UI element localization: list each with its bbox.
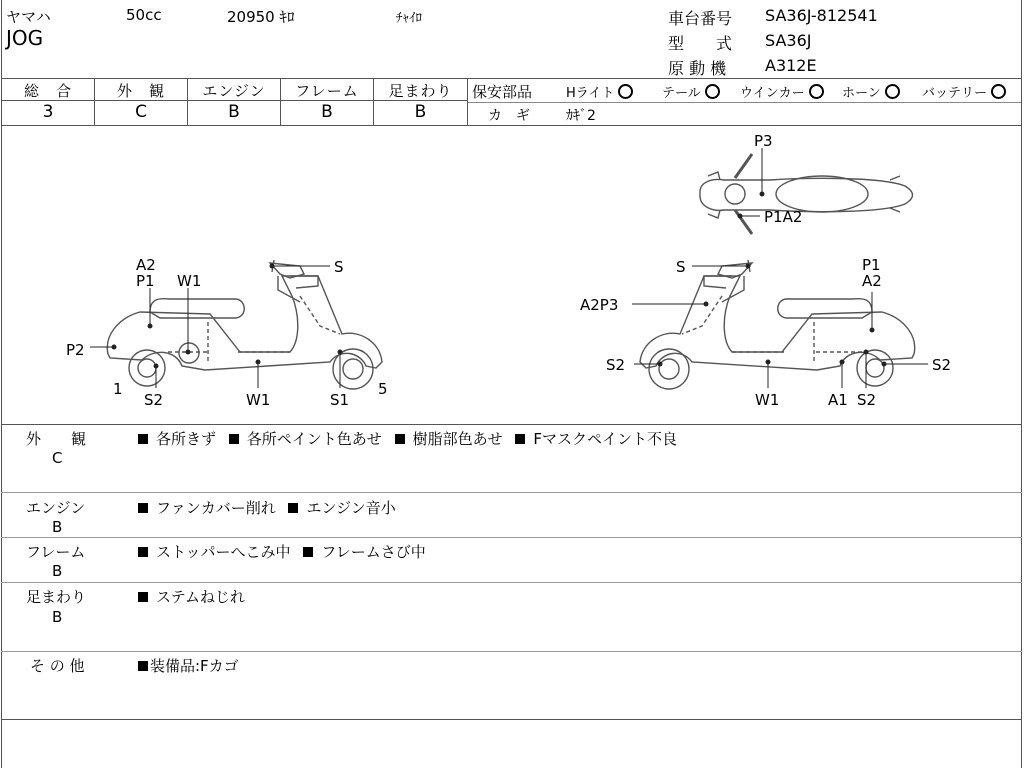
maker: ヤマハ xyxy=(6,8,51,26)
frame-no: SA36J-812541 xyxy=(765,6,878,25)
score-header-total: 総 合 xyxy=(23,82,72,100)
diagram-label: S2 xyxy=(606,356,626,374)
safety-item-horn: ホーン xyxy=(842,82,900,101)
ok-circle-icon xyxy=(618,84,633,99)
remark-divider-3 xyxy=(1,582,1022,583)
score-exterior: C xyxy=(135,102,147,122)
remark-items-engine: ファンカバー削れ エンジン音小 xyxy=(138,497,396,518)
diagram-label: 1 xyxy=(113,380,123,398)
bullet-icon xyxy=(395,434,405,444)
bullet-icon xyxy=(229,434,239,444)
remark-label-frame: フレーム xyxy=(26,543,86,561)
scooter-top-view xyxy=(700,154,913,234)
key-value: ｶｷﾞ2 xyxy=(566,108,596,124)
diagram-label: A2P3 xyxy=(580,296,619,314)
diagram-label: S2 xyxy=(932,356,952,374)
bullet-icon xyxy=(138,434,148,444)
remark-grade-engine: B xyxy=(52,518,63,536)
bullet-icon xyxy=(303,547,313,557)
mileage: 20950 ｷﾛ xyxy=(227,8,295,26)
diagram-label: A2 xyxy=(862,272,882,290)
score-header-exterior: 外 観 xyxy=(116,82,165,100)
remark-items-exterior: 各所きず 各所ペイント色あせ 樹脂部色あせ Fマスクペイント不良 xyxy=(138,428,677,449)
diagram-label: S xyxy=(676,258,686,276)
remark-label-exterior: 外 観 xyxy=(26,430,87,448)
safety-item-tail: テール xyxy=(662,82,720,101)
type-label: 型 式 xyxy=(668,34,733,53)
col-line xyxy=(467,78,468,125)
diagram-label: P1 xyxy=(862,256,881,274)
score-header-suspension: 足まわり xyxy=(388,82,453,100)
diagram-label: S2 xyxy=(144,391,164,409)
remark-label-engine: エンジン xyxy=(26,499,86,517)
score-suspension: B xyxy=(414,102,427,122)
diagram-label: W1 xyxy=(246,391,271,409)
model-name: JOG xyxy=(6,26,44,50)
engine-value: A312E xyxy=(765,56,817,75)
bullet-icon xyxy=(515,434,525,444)
ok-circle-icon xyxy=(705,84,720,99)
ok-circle-icon xyxy=(809,84,824,99)
diagram-label: A1 xyxy=(828,391,848,409)
ok-circle-icon xyxy=(885,84,900,99)
remark-divider-4 xyxy=(1,651,1022,652)
diagram-label: A2 xyxy=(136,256,156,274)
safety-item-winker: ウインカー xyxy=(740,82,824,101)
header-divider xyxy=(1,78,1022,79)
diagram-label: S xyxy=(334,258,344,276)
frame-no-label: 車台番号 xyxy=(668,9,733,28)
safety-row-divider xyxy=(467,102,1021,103)
bullet-icon xyxy=(138,547,148,557)
diagram-label: P1 xyxy=(136,272,155,290)
diagram-label: P2 xyxy=(66,341,85,359)
safety-title: 保安部品 xyxy=(472,83,533,101)
diagram-label: W1 xyxy=(177,272,202,290)
score-header-frame: フレーム xyxy=(295,82,359,100)
remark-label-suspension: 足まわり xyxy=(26,588,87,606)
remark-divider-2 xyxy=(1,537,1022,538)
remark-grade-frame: B xyxy=(52,562,63,580)
diagram-label: P1A2 xyxy=(764,208,803,226)
diagram-label: 5 xyxy=(378,380,388,398)
ok-circle-icon xyxy=(991,84,1006,99)
score-total: 3 xyxy=(42,102,54,122)
safety-item-battery: バッテリー xyxy=(922,82,1006,101)
score-engine: B xyxy=(228,102,240,122)
displacement: 50cc xyxy=(126,6,162,24)
type-value: SA36J xyxy=(765,31,812,50)
bullet-icon xyxy=(138,592,148,602)
remark-divider-5 xyxy=(1,719,1022,720)
score-header-engine: エンジン xyxy=(202,82,266,100)
color: ﾁｬｲﾛ xyxy=(396,11,422,26)
engine-label: 原 動 機 xyxy=(668,59,727,78)
remark-divider-1 xyxy=(1,492,1022,493)
remark-items-other: 装備品:Fカゴ xyxy=(138,655,239,676)
bullet-icon xyxy=(288,503,298,513)
diagram-label: S1 xyxy=(330,391,350,409)
bullet-icon xyxy=(138,503,148,513)
diagram-label: S2 xyxy=(857,391,877,409)
score-frame: B xyxy=(321,102,333,122)
remark-label-other: そ の 他 xyxy=(30,657,85,675)
diagram-bottom xyxy=(1,424,1022,425)
diagram-label: P3 xyxy=(754,132,773,150)
remark-grade-exterior: C xyxy=(52,449,63,467)
bullet-icon xyxy=(138,661,148,671)
key-label: カ ギ xyxy=(488,108,530,124)
diagram-label: W1 xyxy=(755,391,780,409)
safety-item-headlight: Hライト xyxy=(566,82,633,101)
remark-items-suspension: ステムねじれ xyxy=(138,586,245,607)
remark-grade-suspension: B xyxy=(52,608,63,626)
remark-items-frame: ストッパーへこみ中 フレームさび中 xyxy=(138,541,426,562)
